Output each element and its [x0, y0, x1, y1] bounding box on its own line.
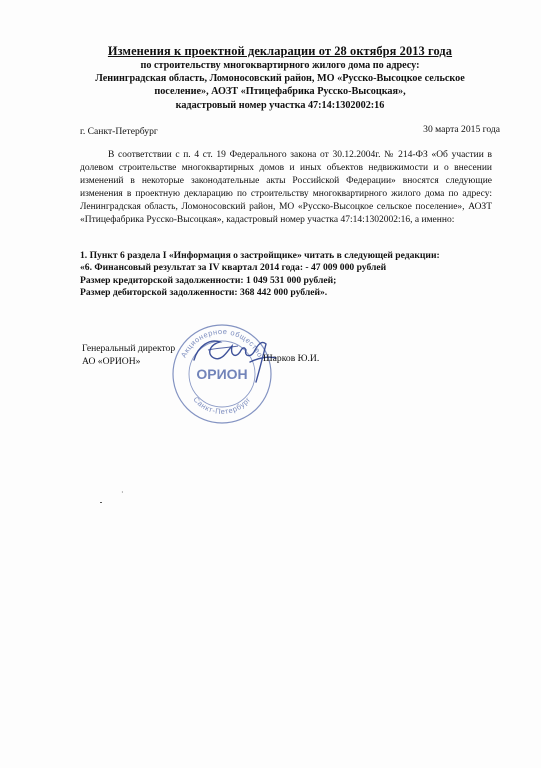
subtitle-line-3: поселение», АОЗТ «Птицефабрика Русско-Высоцкая», [154, 86, 406, 98]
signer-position: Генеральный директор [82, 343, 176, 354]
body-line-6: МО «Русско-Высоцкое сельское поселение», АОЗТ «Птицефабрика Русско-Высоцкая», [80, 201, 492, 225]
amendment-line-2: «6. Финансовый результат за IV квартал 2014 года: - 47 009 000 рублей [80, 262, 387, 274]
body-line-4: вносятся следующие изменения в проектную декларацию по строительству [80, 175, 493, 199]
body-line-5: многоквартирного жилого дома по адресу: Ленинградская область, Ломоносовский район, [80, 188, 493, 212]
signer-block [82, 343, 175, 368]
stray-mark: · [121, 488, 124, 497]
subtitle-line-4: кадастровый номер участка 47:14:1302002:16 [175, 99, 385, 111]
amendment-line-1: 1. Пункт 6 раздела I «Информация о застройщике» читать в следующей редакции: [80, 250, 440, 261]
subtitle-line-1: по строительству многоквартирного жилого дома по адресу: [140, 60, 420, 71]
body-line-3: и о внесении изменений в некоторые законодательные акты Российской Федерации» [80, 162, 492, 186]
document-date: 30 марта 2015 года [423, 124, 500, 135]
signer-org: АО «ОРИОН» [82, 355, 141, 367]
document-place: г. Санкт-Петербург [80, 126, 158, 137]
signer-name: Шарков Ю.И. [263, 353, 320, 364]
body-line-2: участии в долевом строительстве многоквартирных домов и иных объектов недвижимости [80, 150, 492, 173]
document-header [60, 43, 500, 112]
document-title: Изменения к проектной декларации от 28 октября 2013 года [107, 44, 453, 58]
body-paragraph [80, 149, 492, 226]
stamp-center-text: ОРИОН [196, 366, 248, 382]
amendment-block [80, 250, 510, 299]
subtitle-line-2: Ленинградская область, Ломоносовский район, МО «Русско-Высоцкое сельское [95, 73, 465, 85]
body-line-7: кадастровый номер участка 47:14:1302002:16, а именно: [226, 214, 455, 225]
body-line-1: В соответствии с п. 4 ст. 19 Федерального закона от 30.12.2004г. № 214-ФЗ «Об [108, 150, 448, 160]
stamp-ring-bottom: Санкт-Петербург [191, 394, 253, 417]
stray-dot [100, 502, 102, 503]
amendment-line-4: Размер дебиторской задолженности: 368 442 000 рублей». [80, 286, 328, 298]
amendment-line-3: Размер кредиторской задолженности: 1 049 531 000 рублей; [80, 274, 337, 286]
svg-text:Санкт-Петербург [191, 395, 252, 416]
stamp-ring-top: Акционерное общество [178, 326, 266, 360]
